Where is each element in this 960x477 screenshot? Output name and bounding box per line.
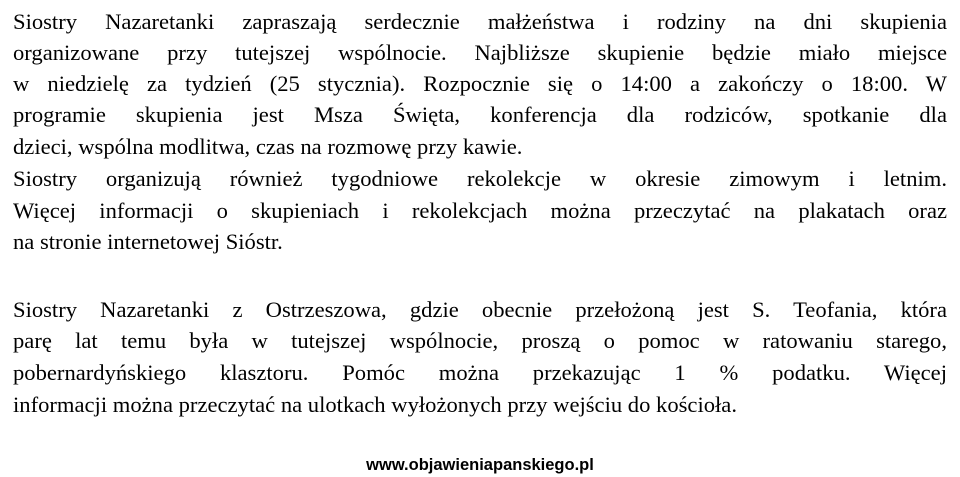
text-line: programie skupienia jest Msza Święta, konferencja dla rodziców, spotkanie dla <box>13 102 947 127</box>
text-line: informacji można przeczytać na ulotkach wyłożonych przy wejściu do kościoła. <box>13 392 737 417</box>
text-line: dzieci, wspólna modlitwa, czas na rozmowę przy kawie. <box>13 134 523 159</box>
text-line: na stronie internetowej Sióstr. <box>13 229 283 254</box>
text-line: organizowane przy tutejszej wspólnocie. Najbliższe skupienie będzie miało miejsce <box>13 40 947 65</box>
text-line: parę lat temu była w tutejszej wspólnocie, proszą o pomoc w ratowaniu starego, <box>13 328 947 353</box>
text-line: Więcej informacji o skupieniach i rekolekcjach można przeczytać na plakatach oraz <box>13 198 947 223</box>
text-line: Siostry Nazaretanki z Ostrzeszowa, gdzie obecnie przełożoną jest S. Teofania, która <box>13 297 947 322</box>
text-line: w niedzielę za tydzień (25 stycznia). Rozpocznie się o 14:00 a zakończy o 18:00. W <box>13 71 947 96</box>
text-line: Siostry Nazaretanki zapraszają serdecznie małżeństwa i rodziny na dni skupienia <box>13 9 947 34</box>
footer-website: www.objawieniapanskiego.pl <box>366 456 594 474</box>
text-line: Siostry organizują również tygodniowe rekolekcje w okresie zimowym i letnim. <box>13 166 947 191</box>
text-line: pobernardyńskiego klasztoru. Pomóc można przekazując 1 % podatku. Więcej <box>13 360 947 385</box>
